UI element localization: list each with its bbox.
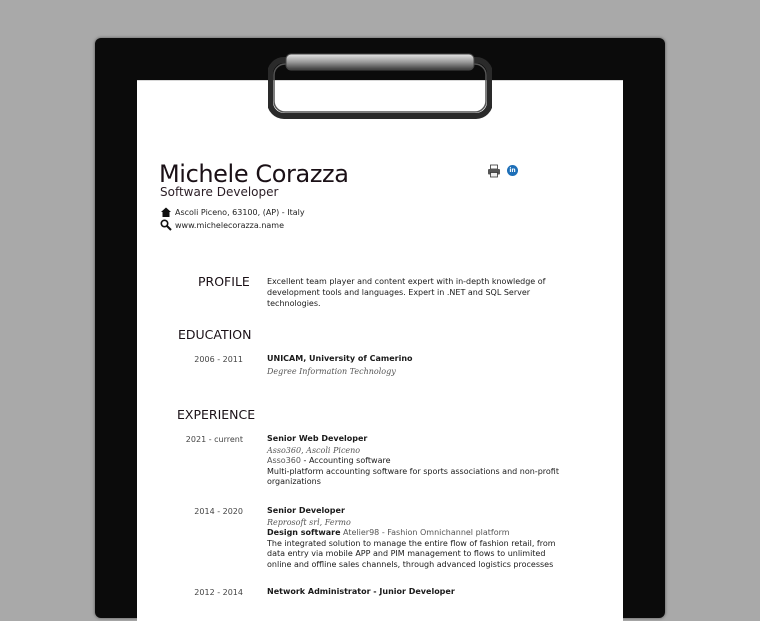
experience-description: Multi-platform accounting software for sports associations and non-profit organizations <box>267 466 559 486</box>
education-degree: Degree Information Technology <box>267 366 396 376</box>
education-entry <box>267 354 567 377</box>
experience-entry <box>267 587 567 598</box>
education-dates: 2006 - 2011 <box>194 355 243 364</box>
website-line[interactable] <box>160 219 284 231</box>
profile-heading: PROFILE <box>198 274 250 289</box>
profile-text: Excellent team player and content expert with in-depth knowledge of development tools and languages. Expert in .NET and SQL Server technologies. <box>267 277 546 308</box>
experience-entry <box>267 506 567 570</box>
clip-icon <box>268 52 492 120</box>
product-desc: - Fashion Omnichannel platform <box>379 528 510 537</box>
experience-product <box>267 456 567 467</box>
product-desc: - Accounting software <box>300 456 391 465</box>
experience-description: The integrated solution to manage the entire flow of fashion retail, from data entry via mobile APP and PIM management to flows to unlimited online and offline sales channels, through advanced logistics processes <box>267 538 556 569</box>
experience-company: Asso360, Ascoli Piceno <box>267 445 361 455</box>
experience-heading: EXPERIENCE <box>177 407 256 422</box>
education-school: UNICAM, University of Camerino <box>267 354 413 363</box>
experience-product <box>267 528 567 539</box>
experience-company: Reprosoft srl, Fermo <box>267 517 351 527</box>
experience-position: Network Administrator - Junior Developer <box>267 587 455 596</box>
design-label: Design software <box>267 528 341 537</box>
address-line <box>160 206 305 218</box>
home-icon <box>160 206 172 218</box>
resume-name: Michele Corazza <box>159 160 349 188</box>
product-name: Asso360 <box>267 456 301 465</box>
experience-dates: 2021 - current <box>185 435 243 444</box>
experience-entry <box>267 434 567 488</box>
experience-dates: 2012 - 2014 <box>194 588 243 597</box>
website-link[interactable]: www.michelecorazza.name <box>175 220 285 230</box>
linkedin-icon[interactable]: in <box>507 165 518 176</box>
experience-position: Senior Web Developer <box>267 434 368 443</box>
experience-dates: 2014 - 2020 <box>194 507 243 516</box>
search-icon <box>160 219 172 231</box>
product-name: Atelier98 <box>340 528 380 537</box>
printer-icon[interactable] <box>487 164 501 178</box>
experience-position: Senior Developer <box>267 506 345 515</box>
resume-role: Software Developer <box>160 185 279 199</box>
address-text: Ascoli Piceno, 63100, (AP) - Italy <box>175 207 305 217</box>
resume-tools <box>487 164 518 178</box>
education-heading: EDUCATION <box>178 327 252 342</box>
